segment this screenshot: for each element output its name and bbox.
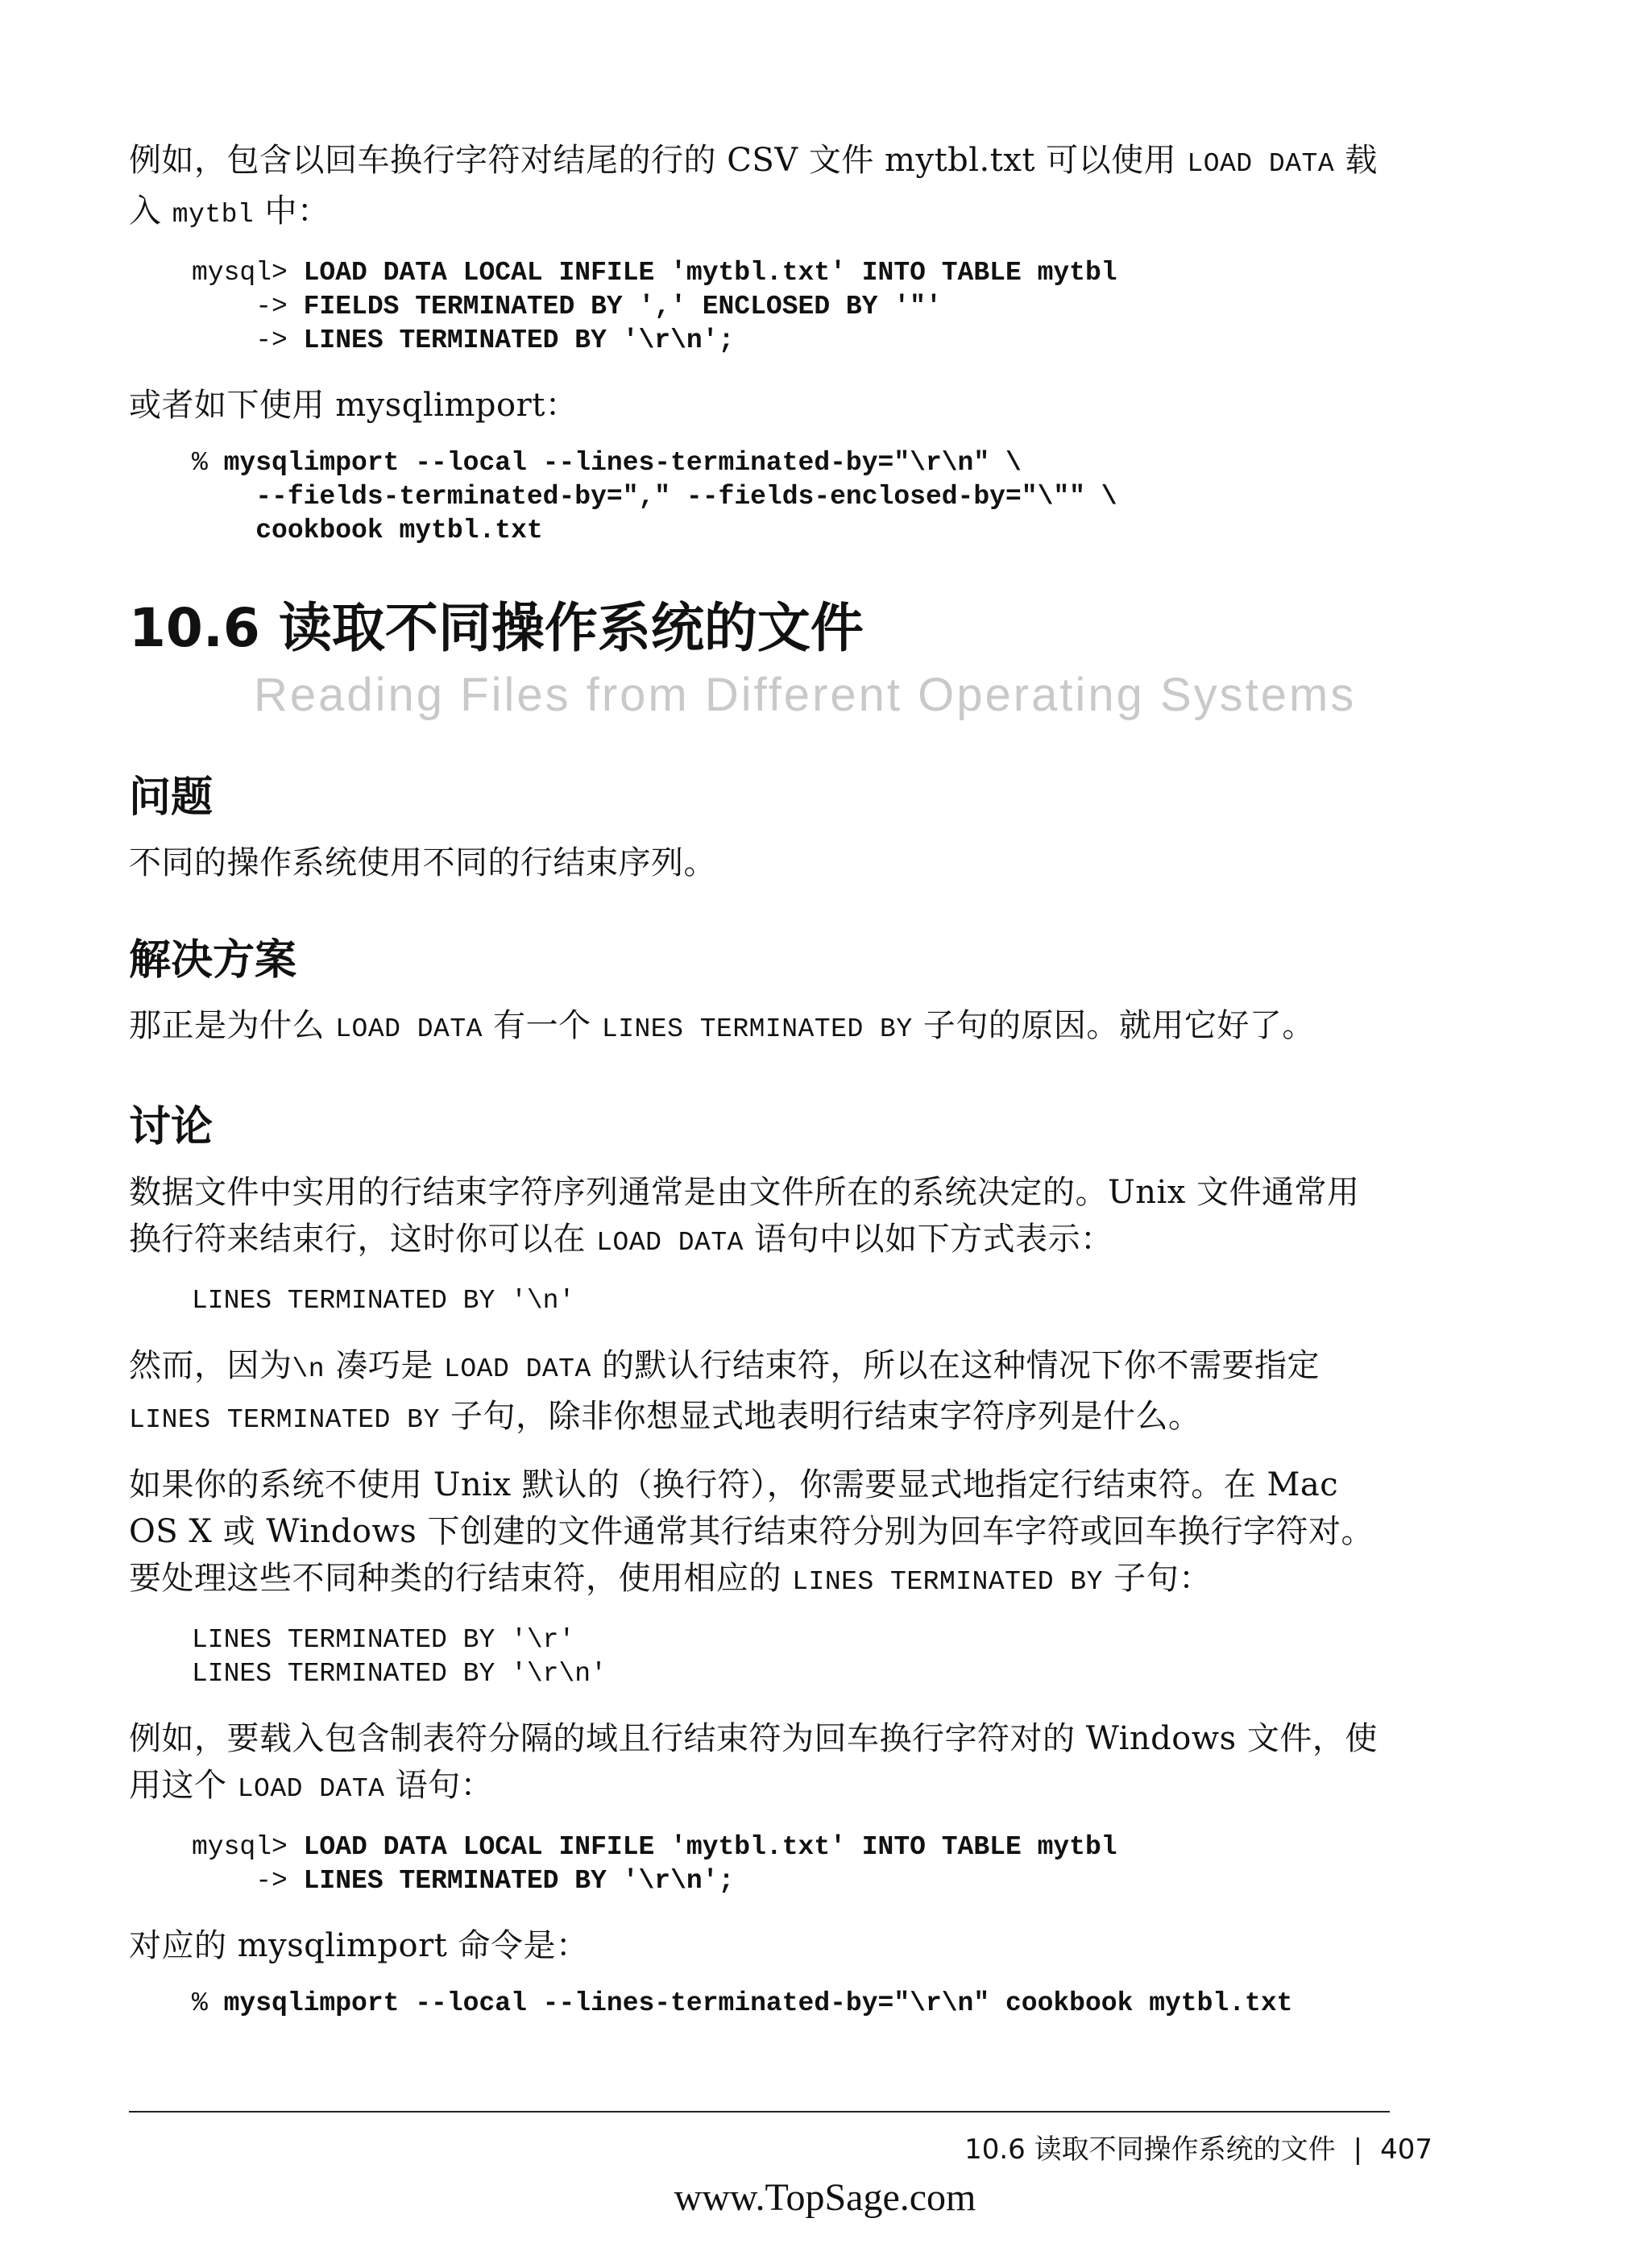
page-content xyxy=(129,137,1386,2045)
section-title: 10.6 读取不同操作系统的文件 xyxy=(129,597,864,659)
discussion-paragraph-4 xyxy=(129,1715,1386,1813)
text-span: 子句，除非你想显式地表明行结束字符序列是什么。 xyxy=(439,1398,1201,1435)
footer-divider xyxy=(129,2111,1390,2113)
inline-code: LINES TERMINATED BY xyxy=(601,1014,913,1044)
footer-separator: | xyxy=(1353,2133,1363,2166)
text-span: 语句中以如下方式表示： xyxy=(743,1221,1113,1258)
code-line: FIELDS TERMINATED BY ',' ENCLOSED BY '"' xyxy=(303,292,942,321)
page-number: 407 xyxy=(1380,2133,1432,2166)
text-span: 凑巧是 xyxy=(325,1347,445,1384)
code-prompt: -> xyxy=(192,292,304,321)
code-prompt: % xyxy=(192,448,224,478)
inline-code: LINES TERMINATED BY xyxy=(129,1405,440,1435)
inline-code: LOAD DATA xyxy=(1187,149,1335,179)
text-span: 数据文件中实用的行结束字符序列通常是由文件所在的系统决定的。Unix 文件通常用换行符来结束行，这时你可以在 xyxy=(129,1174,1360,1258)
text-span: 子句： xyxy=(1102,1560,1212,1597)
discussion-paragraph-5: 对应的 mysqlimport 命令是： xyxy=(129,1927,589,1964)
text-span: 如果你的系统不使用 Unix 默认的（换行符），你需要显式地指定行结束符。在 Mac OS X 或 Windows 下创建的文件通常其行结束符分别为回车字符或回车换行字符对。要处理这些不同种类的行结束符，使用相应的 xyxy=(129,1466,1374,1597)
discussion-paragraph-2 xyxy=(129,1342,1386,1444)
code-line: --fields-terminated-by="," --fields-enclosed-by="\"" \ xyxy=(223,482,1117,512)
running-footer xyxy=(964,2127,1432,2166)
text-span: 中： xyxy=(254,193,330,230)
text-span: 然而，因为 xyxy=(129,1347,292,1384)
problem-heading: 问题 xyxy=(129,773,214,822)
intro-paragraph-2: 或者如下使用 mysqlimport： xyxy=(129,387,578,424)
inline-code: LOAD DATA xyxy=(335,1014,483,1044)
inline-code: LINES TERMINATED BY xyxy=(792,1567,1103,1597)
solution-heading: 解决方案 xyxy=(129,936,297,985)
text-span: 载入 xyxy=(129,142,1378,230)
code-prompt: % xyxy=(192,1988,224,2018)
inline-code: LOAD DATA xyxy=(444,1354,591,1384)
solution-text xyxy=(129,1002,1386,1053)
code-block-mysqlimport xyxy=(192,446,1386,548)
code-prompt: mysql> xyxy=(192,1832,304,1862)
code-line: LINES TERMINATED BY '\r\n' xyxy=(192,1659,607,1689)
inline-code: LOAD DATA xyxy=(237,1774,385,1804)
footer-site-url: www.TopSage.com xyxy=(674,2176,976,2219)
code-prompt: -> xyxy=(192,325,304,355)
inline-code: \n xyxy=(292,1354,325,1384)
code-prompt: mysql> xyxy=(192,258,304,288)
text-span: 语句： xyxy=(384,1767,494,1804)
text-span: 例如，要载入包含制表符分隔的域且行结束符为回车换行字符对的 Windows 文件，使用这个 xyxy=(129,1720,1378,1804)
code-prompt: -> xyxy=(192,1866,304,1896)
code-block-terminators xyxy=(192,1623,1386,1691)
code-block-windows-load xyxy=(192,1831,1386,1898)
code-block-load-data xyxy=(192,256,1386,358)
code-line: LINES TERMINATED BY '\r\n'; xyxy=(303,325,735,355)
text-span: 那正是为什么 xyxy=(129,1007,336,1044)
code-line: LINES TERMINATED BY '\r' xyxy=(192,1625,575,1655)
code-block-default-terminator xyxy=(192,1284,1386,1318)
section-subtitle: Reading Files from Different Operating Systems xyxy=(254,669,1357,721)
footer-section-label: 10.6 读取不同操作系统的文件 xyxy=(964,2133,1336,2166)
code-line: mysqlimport --local --lines-terminated-by="\r\n" \ xyxy=(223,448,1022,478)
code-line: LOAD DATA LOCAL INFILE 'mytbl.txt' INTO TABLE mytbl xyxy=(303,258,1117,288)
code-block-windows-import xyxy=(192,1987,1386,2021)
discussion-paragraph-3 xyxy=(129,1462,1386,1606)
inline-code: mytbl xyxy=(172,200,255,230)
text-span: 的默认行结束符，所以在这种情况下你不需要指定 xyxy=(591,1347,1320,1384)
code-line: LINES TERMINATED BY '\n' xyxy=(192,1286,575,1316)
text-span: 子句的原因。就用它好了。 xyxy=(912,1007,1315,1044)
code-line: LINES TERMINATED BY '\r\n'; xyxy=(303,1866,735,1896)
discussion-heading: 讨论 xyxy=(129,1103,214,1151)
code-line: LOAD DATA LOCAL INFILE 'mytbl.txt' INTO TABLE mytbl xyxy=(303,1832,1117,1862)
inline-code: LOAD DATA xyxy=(596,1228,744,1258)
discussion-paragraph-1 xyxy=(129,1169,1386,1267)
code-line: mysqlimport --local --lines-terminated-by="\r\n" cookbook mytbl.txt xyxy=(223,1988,1293,2018)
text-span: 有一个 xyxy=(482,1007,602,1044)
text-span: 例如，包含以回车换行字符对结尾的行的 CSV 文件 mytbl.txt 可以使用 xyxy=(129,142,1188,179)
code-line: cookbook mytbl.txt xyxy=(223,516,543,545)
problem-text: 不同的操作系统使用不同的行结束序列。 xyxy=(129,844,716,881)
intro-paragraph-1 xyxy=(129,137,1386,238)
